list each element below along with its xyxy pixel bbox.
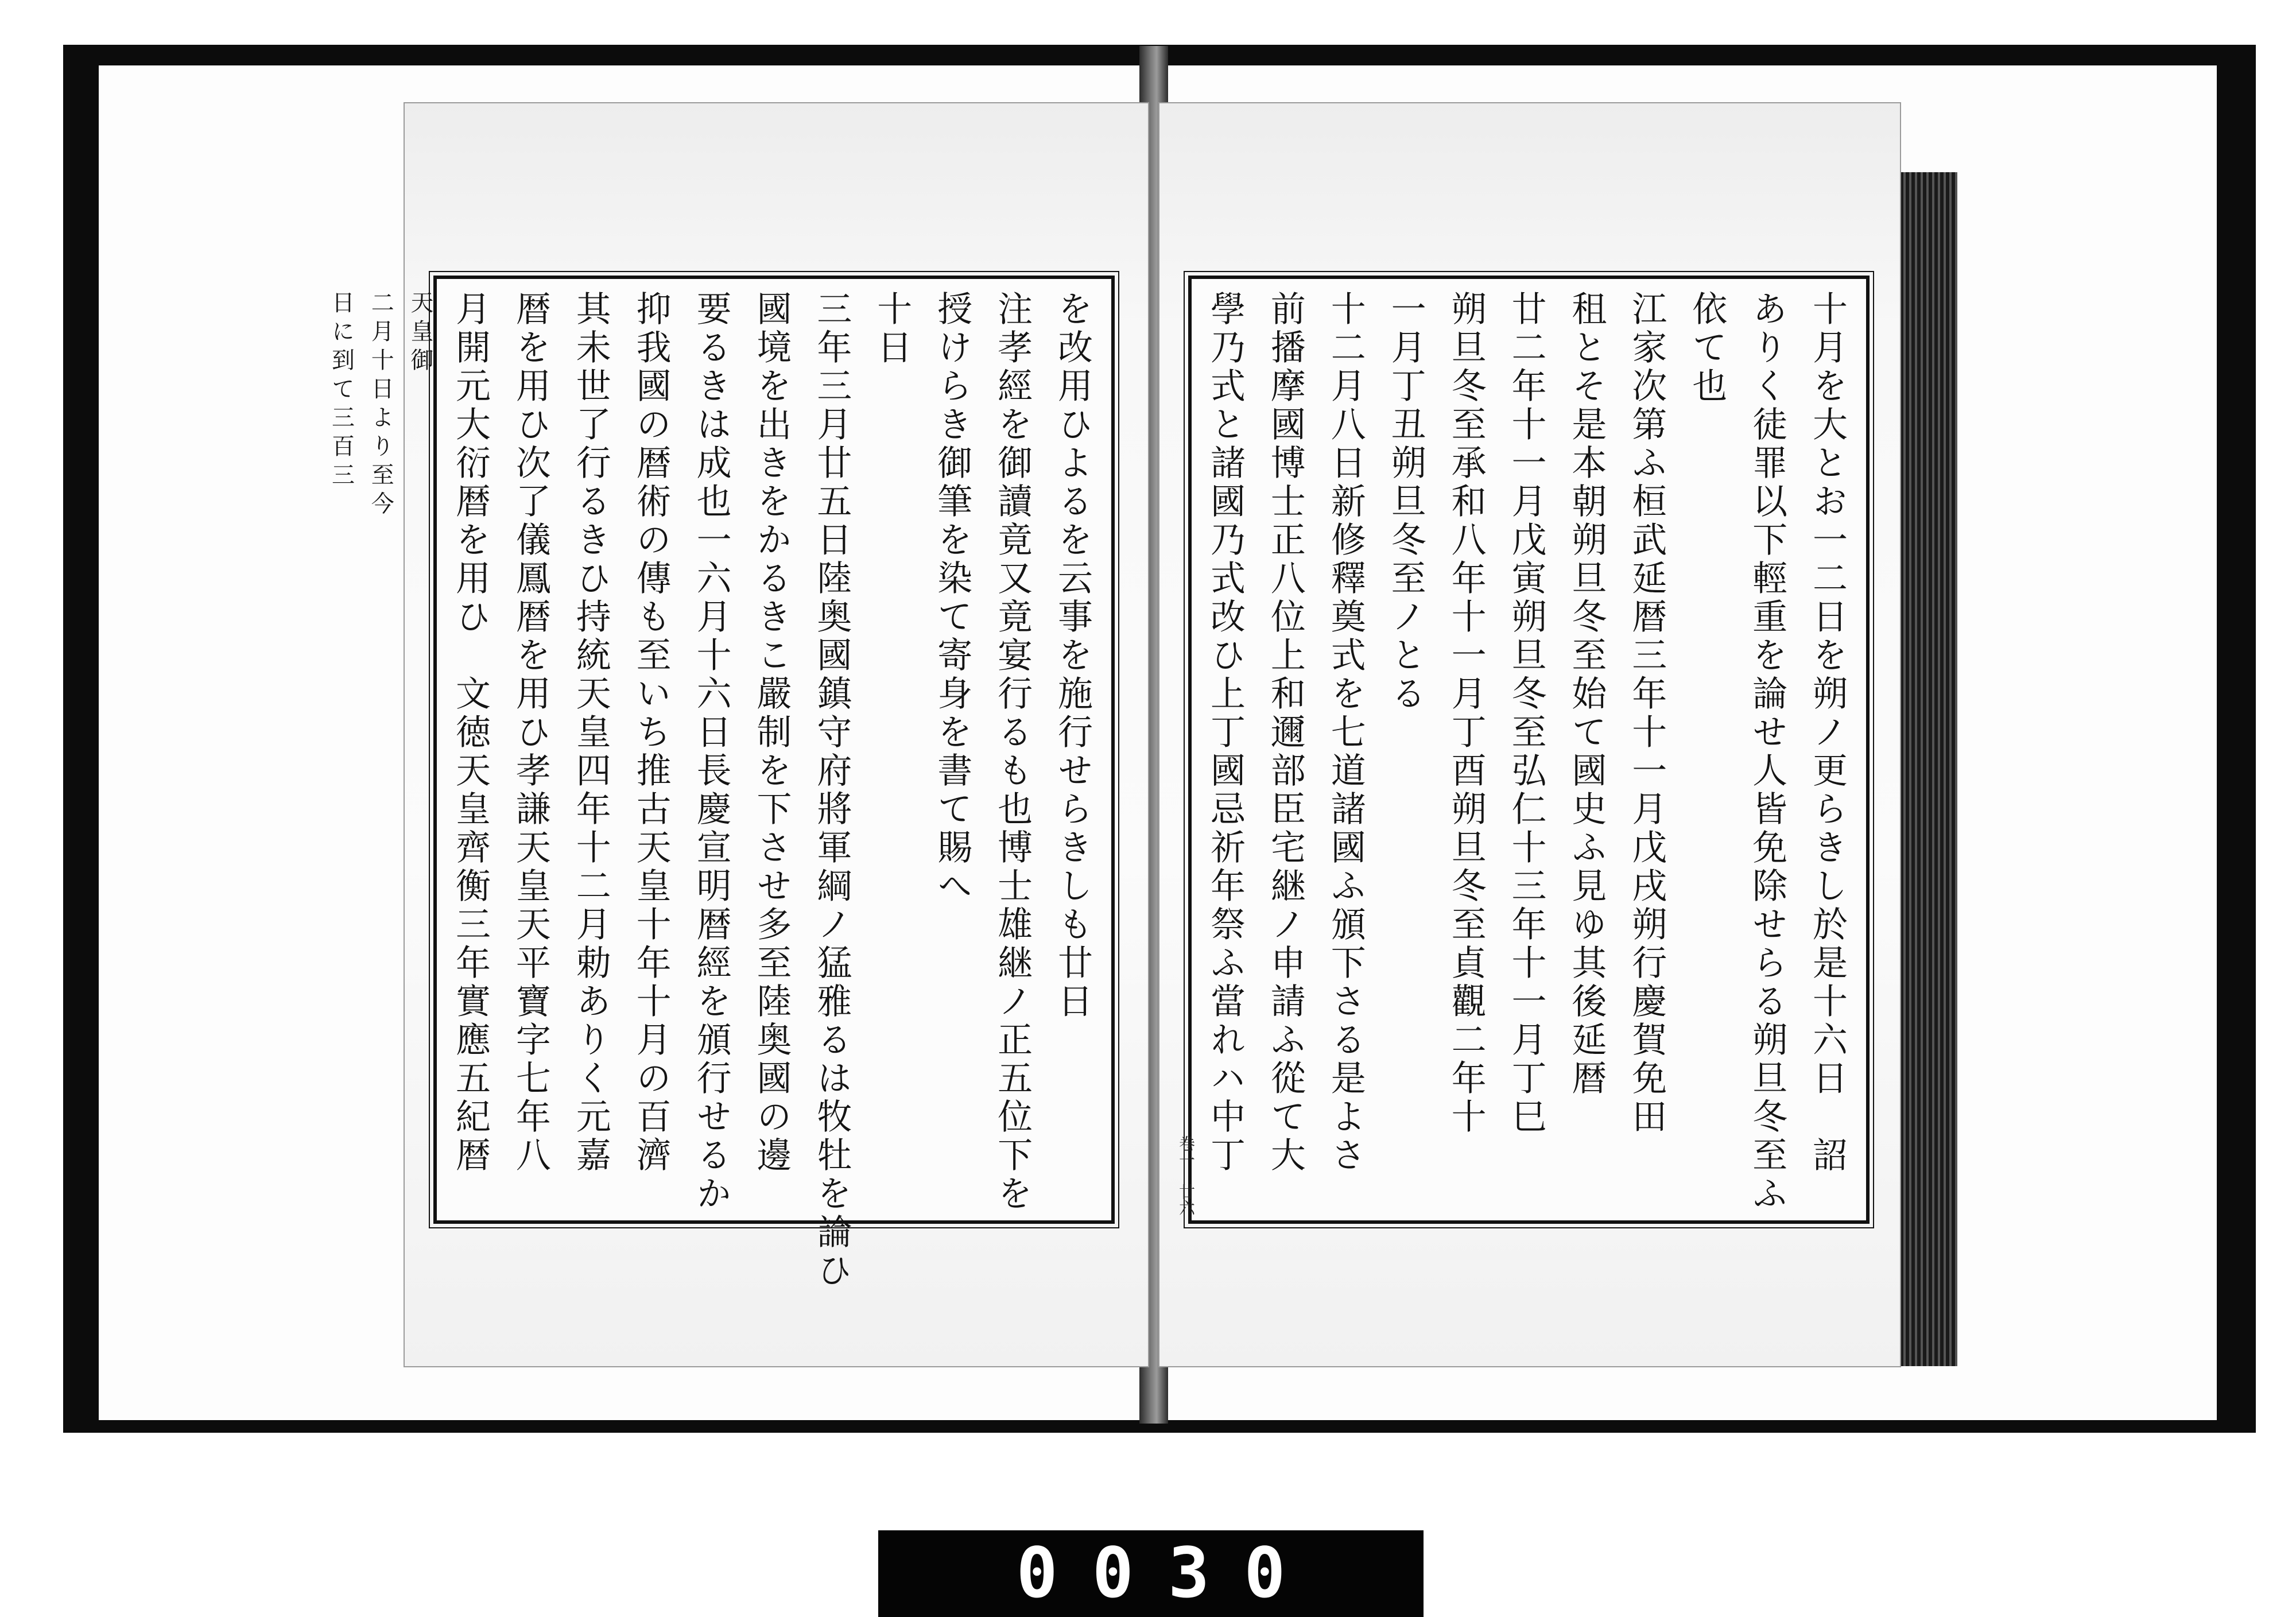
text-column: 授けらき御筆を染て寄身を書て賜へ (932, 290, 973, 906)
margin-note: 天皇御 (407, 290, 434, 377)
frame-counter (878, 1530, 1424, 1617)
margin-note: 二月十日より至今 (367, 290, 394, 520)
text-column: 三年三月廿五日陸奥國鎮守府將軍綱ノ猛雅るは牧牡を論ひ (811, 290, 852, 1290)
left-text-columns (328, 290, 1102, 1290)
text-column: 十二月八日新修釋奠式を七道諸國ふ頒下さる是よさ (1325, 290, 1366, 1175)
text-column: 抑我國の暦術の傳も至いち推古天皇十年十月の百濟 (630, 290, 672, 1175)
text-column: 要るきは成也一六月十六日長慶宣明暦經を頒行せるか (691, 290, 732, 1213)
frame-counter-value: 0030 (1016, 1534, 1320, 1614)
text-column: 江家次第ふ桓武延暦三年十一月戊戌朔行慶賀免田 (1626, 290, 1667, 1137)
page-edges (1894, 172, 1957, 1366)
text-column: 一月丁丑朔旦冬至ノとる (1385, 290, 1426, 714)
text-column: 租とそ是本朝朔旦冬至始て國史ふ見ゆ其後延暦 (1566, 290, 1607, 1098)
text-column: 暦を用ひ次了儀鳳暦を用ひ孝謙天皇天平寶字七年八 (510, 290, 551, 1175)
margin-note: 日に到て三百三 (328, 290, 355, 491)
right-text-columns (1201, 290, 1857, 1213)
text-column: 廿二年十一月戊寅朔旦冬至弘仁十三年十一月丁巳 (1506, 290, 1547, 1137)
text-column: 月開元大衍暦を用ひ 文徳天皇齊衡三年實應五紀暦 (449, 290, 491, 1175)
left-page (328, 103, 1148, 1366)
text-column: 朔旦冬至承和八年十一月丁酉朔旦冬至貞觀二年十 (1445, 290, 1487, 1137)
open-book (328, 103, 1969, 1435)
text-column: 依て也 (1686, 290, 1728, 406)
right-page (1159, 103, 1900, 1366)
text-column: 國境を出きをかるきこ嚴制を下させ多至陸奥國の邊 (751, 290, 792, 1175)
text-column: 十日 (871, 290, 913, 367)
text-column: 注孝經を御讀竟又竟宴行るも也博士雄継ノ正五位下を (992, 290, 1033, 1213)
text-column: を改用ひよるを云事を施行せらきしも廿日 (1052, 290, 1093, 1021)
left-text-frame (328, 276, 1115, 1290)
text-column: 學乃式と諸國乃式改ひ上丁國忌祈年祭ふ當れハ中丁 (1204, 290, 1246, 1175)
text-column: ありく徒罪以下輕重を論せ人皆免除せらる朔旦冬至ふ (1747, 290, 1788, 1213)
page-number: 卷一 廿六 (1177, 1135, 1196, 1216)
text-column: 十月を大とお一二日を朔ノ更らきし於是十六日 詔 (1807, 290, 1848, 1175)
text-column: 前播摩國博士正八位上和邇部臣宅継ノ申請ふ從て大 (1265, 290, 1306, 1175)
text-column: 其未世了行るきひ持統天皇四年十二月勅ありく元嘉 (570, 290, 611, 1175)
right-text-frame (1177, 276, 1870, 1224)
